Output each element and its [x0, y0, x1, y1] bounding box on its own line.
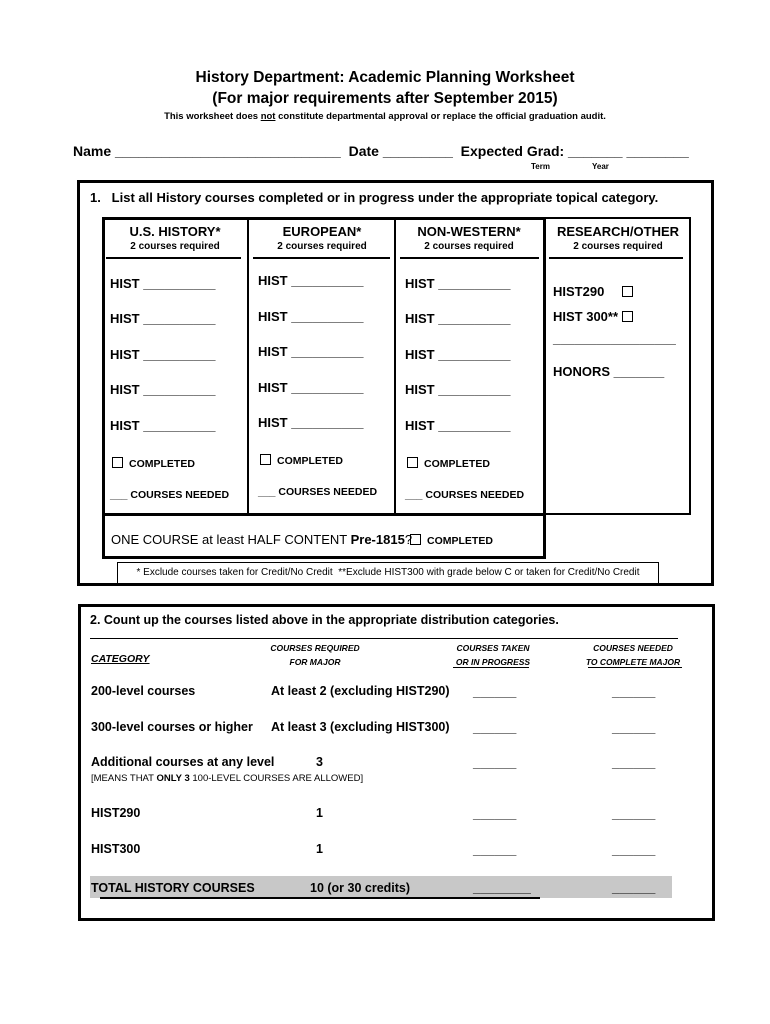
european-courses-needed[interactable]: ___ COURSES NEEDED: [258, 486, 378, 498]
nonwestern-course-field[interactable]: HIST __________: [405, 382, 511, 397]
required-value: 3: [316, 755, 323, 769]
needed-field[interactable]: ______: [612, 755, 656, 770]
category-header: CATEGORY: [91, 653, 150, 665]
hist290-option[interactable]: HIST290: [553, 284, 639, 299]
needed-field[interactable]: ______: [612, 720, 656, 735]
column-header-us: U.S. HISTORY* 2 courses required: [129, 224, 221, 252]
column-header-non-western: NON-WESTERN* 2 courses required: [417, 224, 521, 252]
taken-header: COURSES TAKEN OR IN PROGRESS: [455, 643, 531, 667]
total-underline: [100, 897, 540, 899]
year-label: Year: [592, 162, 609, 171]
european-completed-checkbox[interactable]: COMPLETED: [260, 454, 343, 467]
section1-instruction: 1. List all History courses completed or in progress under the appropriate topical category.: [90, 190, 659, 205]
section2-instruction: 2. Count up the courses listed above in the appropriate distribution categories.: [90, 613, 559, 627]
european-course-field[interactable]: HIST __________: [258, 273, 364, 288]
header-underline: [253, 257, 390, 259]
nonwestern-completed-checkbox[interactable]: COMPLETED: [407, 457, 490, 470]
header-underline: [588, 667, 682, 668]
taken-field[interactable]: ______: [473, 684, 517, 699]
total-needed-field[interactable]: ______: [612, 880, 656, 895]
us-course-field[interactable]: HIST __________: [110, 276, 216, 291]
required-value: 1: [316, 806, 323, 820]
checkbox-icon[interactable]: [622, 286, 633, 297]
page-title: History Department: Academic Planning Worksheet: [195, 69, 575, 86]
european-course-field[interactable]: HIST __________: [258, 309, 364, 324]
header-underline: [453, 667, 529, 668]
column-header-research: RESEARCH/OTHER 2 courses required: [556, 224, 680, 252]
category-label: 300-level courses or higher: [91, 720, 253, 734]
additional-note: [MEANS THAT ONLY 3 100-LEVEL COURSES ARE ALLOWED]: [91, 773, 364, 784]
column-divider: [394, 217, 396, 515]
category-label: 200-level courses: [91, 684, 196, 698]
european-course-field[interactable]: HIST __________: [258, 380, 364, 395]
header-underline: [549, 257, 683, 259]
category-label: HIST300: [91, 842, 141, 856]
checkbox-icon[interactable]: [112, 457, 123, 468]
us-course-field[interactable]: HIST __________: [110, 382, 216, 397]
nonwestern-course-field[interactable]: HIST __________: [405, 418, 511, 433]
disclaimer: This worksheet does not constitute departmental approval or replace the official graduation audit.: [164, 111, 606, 122]
european-course-field[interactable]: HIST __________: [258, 415, 364, 430]
us-completed-checkbox[interactable]: COMPLETED: [112, 457, 195, 470]
taken-field[interactable]: ______: [473, 755, 517, 770]
taken-field[interactable]: ______: [473, 806, 517, 821]
column-header-european: EUROPEAN* 2 courses required: [277, 224, 367, 252]
needed-header: COURSES NEEDED TO COMPLETE MAJOR: [585, 643, 681, 667]
nonwestern-courses-needed[interactable]: ___ COURSES NEEDED: [405, 489, 525, 501]
us-course-field[interactable]: HIST __________: [110, 311, 216, 326]
nonwestern-course-field[interactable]: HIST __________: [405, 276, 511, 291]
header-underline: [106, 257, 241, 259]
pre1815-question: ONE COURSE at least HALF CONTENT Pre-1815?: [111, 532, 413, 547]
total-label: TOTAL HISTORY COURSES: [91, 881, 255, 895]
category-label: Additional courses at any level: [91, 755, 275, 769]
page-subtitle: (For major requirements after September 2015): [212, 90, 558, 107]
student-info-line[interactable]: Name _____________________________ Date _________ Expected Grad: _______ ________: [73, 143, 689, 159]
required-value: At least 3 (excluding HIST300): [271, 720, 450, 734]
european-course-field[interactable]: HIST __________: [258, 344, 364, 359]
needed-field[interactable]: ______: [612, 806, 656, 821]
term-label: Term: [531, 162, 550, 171]
us-course-field[interactable]: HIST __________: [110, 347, 216, 362]
taken-field[interactable]: ______: [473, 842, 517, 857]
footnote-text: * Exclude courses taken for Credit/No Credit **Exclude HIST300 with grade below C or taken for Credit/No Credit: [136, 567, 640, 578]
us-course-field[interactable]: HIST __________: [110, 418, 216, 433]
nonwestern-course-field[interactable]: HIST __________: [405, 311, 511, 326]
required-value: 1: [316, 842, 323, 856]
section2-rule: [90, 638, 678, 639]
checkbox-icon[interactable]: [622, 311, 633, 322]
needed-field[interactable]: ______: [612, 842, 656, 857]
total-taken-field[interactable]: ________: [473, 880, 531, 895]
us-courses-needed[interactable]: ___ COURSES NEEDED: [110, 489, 230, 501]
research-blank-field[interactable]: _________________: [553, 331, 676, 346]
honors-field[interactable]: HONORS _______: [553, 364, 665, 379]
required-value: At least 2 (excluding HIST290): [271, 684, 450, 698]
checkbox-icon[interactable]: [407, 457, 418, 468]
checkbox-icon[interactable]: [260, 454, 271, 465]
column-divider: [247, 217, 249, 515]
hist300-option[interactable]: HIST 300**: [553, 309, 639, 324]
header-underline: [400, 257, 539, 259]
total-required: 10 (or 30 credits): [310, 881, 411, 895]
pre1815-completed-checkbox[interactable]: COMPLETED: [410, 534, 493, 547]
taken-field[interactable]: ______: [473, 720, 517, 735]
category-label: HIST290: [91, 806, 141, 820]
needed-field[interactable]: ______: [612, 684, 656, 699]
nonwestern-course-field[interactable]: HIST __________: [405, 347, 511, 362]
row-divider: [102, 513, 546, 516]
required-header: COURSES REQUIRED FOR MAJOR: [270, 643, 360, 667]
checkbox-icon[interactable]: [410, 534, 421, 545]
